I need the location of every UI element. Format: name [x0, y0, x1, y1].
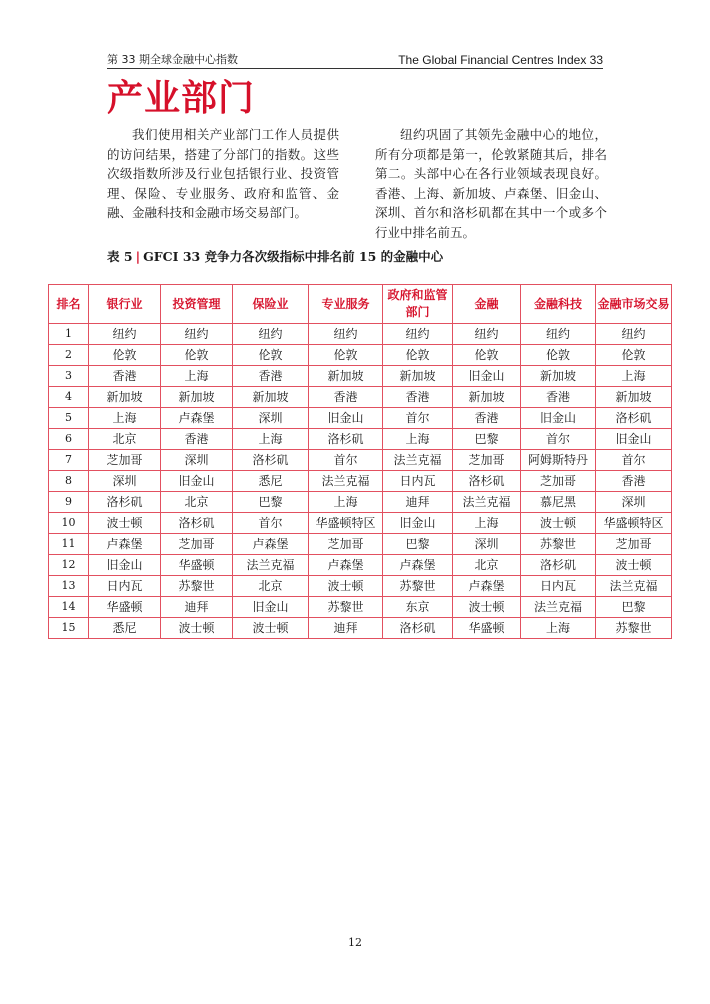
table-body [49, 324, 672, 639]
city-cell: 伦敦 [521, 345, 596, 366]
city-cell: 芝加哥 [596, 534, 672, 555]
city-cell: 北京 [161, 492, 233, 513]
city-cell: 法兰克福 [383, 450, 453, 471]
city-cell: 卢森堡 [309, 555, 383, 576]
city-cell: 悉尼 [89, 618, 161, 639]
city-cell: 上海 [453, 513, 521, 534]
city-cell: 东京 [383, 597, 453, 618]
city-cell: 迪拜 [161, 597, 233, 618]
city-cell: 上海 [383, 429, 453, 450]
table-row [49, 513, 672, 534]
city-cell: 巴黎 [233, 492, 309, 513]
table-caption-label: 表 5 [107, 249, 133, 264]
city-cell: 上海 [233, 429, 309, 450]
city-cell: 北京 [89, 429, 161, 450]
city-cell: 洛杉矶 [453, 471, 521, 492]
city-cell: 深圳 [233, 408, 309, 429]
city-cell: 日内瓦 [89, 576, 161, 597]
header-right-title: The Global Financial Centres Index 33 [398, 53, 603, 67]
city-cell: 法兰克福 [453, 492, 521, 513]
rank-cell: 13 [49, 576, 89, 597]
city-cell: 深圳 [596, 492, 672, 513]
city-cell: 洛杉矶 [309, 429, 383, 450]
city-cell: 阿姆斯特丹 [521, 450, 596, 471]
city-cell: 新加坡 [521, 366, 596, 387]
city-cell: 卢森堡 [161, 408, 233, 429]
city-cell: 首尔 [596, 450, 672, 471]
city-cell: 香港 [521, 387, 596, 408]
table-row [49, 597, 672, 618]
table-row [49, 387, 672, 408]
city-cell: 卢森堡 [233, 534, 309, 555]
city-cell: 深圳 [161, 450, 233, 471]
table-row [49, 492, 672, 513]
city-cell: 洛杉矶 [161, 513, 233, 534]
header-left-title: 第 33 期全球金融中心指数 [107, 53, 238, 66]
rank-cell: 14 [49, 597, 89, 618]
table-caption-text: GFCI 33 竞争力各次级指标中排名前 15 的金融中心 [143, 249, 444, 264]
table-row [49, 408, 672, 429]
city-cell: 新加坡 [309, 366, 383, 387]
city-cell: 伦敦 [233, 345, 309, 366]
city-cell: 新加坡 [596, 387, 672, 408]
city-cell: 洛杉矶 [521, 555, 596, 576]
rank-cell: 15 [49, 618, 89, 639]
city-cell: 苏黎世 [521, 534, 596, 555]
city-cell: 首尔 [309, 450, 383, 471]
city-cell: 日内瓦 [383, 471, 453, 492]
city-cell: 苏黎世 [309, 597, 383, 618]
table-row [49, 618, 672, 639]
city-cell: 香港 [596, 471, 672, 492]
city-cell: 芝加哥 [89, 450, 161, 471]
city-cell: 新加坡 [89, 387, 161, 408]
city-cell: 上海 [521, 618, 596, 639]
city-cell: 洛杉矶 [596, 408, 672, 429]
rank-cell: 1 [49, 324, 89, 345]
city-cell: 旧金山 [161, 471, 233, 492]
city-cell: 芝加哥 [453, 450, 521, 471]
table-row [49, 429, 672, 450]
city-cell: 上海 [309, 492, 383, 513]
city-cell: 香港 [453, 408, 521, 429]
city-cell: 旧金山 [453, 366, 521, 387]
city-cell: 迪拜 [309, 618, 383, 639]
city-cell: 纽约 [596, 324, 672, 345]
column-header: 金融科技 [521, 285, 596, 324]
city-cell: 新加坡 [161, 387, 233, 408]
city-cell: 香港 [89, 366, 161, 387]
rank-cell: 4 [49, 387, 89, 408]
city-cell: 上海 [161, 366, 233, 387]
city-cell: 北京 [453, 555, 521, 576]
column-header: 投资管理 [161, 285, 233, 324]
city-cell: 纽约 [233, 324, 309, 345]
table-row [49, 324, 672, 345]
city-cell: 卢森堡 [89, 534, 161, 555]
page-number: 12 [348, 936, 362, 949]
city-cell: 纽约 [309, 324, 383, 345]
city-cell: 波士顿 [233, 618, 309, 639]
city-cell: 伦敦 [161, 345, 233, 366]
city-cell: 深圳 [453, 534, 521, 555]
city-cell: 悉尼 [233, 471, 309, 492]
city-cell: 华盛顿特区 [596, 513, 672, 534]
city-cell: 伦敦 [89, 345, 161, 366]
city-cell: 深圳 [89, 471, 161, 492]
city-cell: 新加坡 [233, 387, 309, 408]
rank-cell: 10 [49, 513, 89, 534]
city-cell: 香港 [233, 366, 309, 387]
city-cell: 苏黎世 [596, 618, 672, 639]
rank-cell: 7 [49, 450, 89, 471]
city-cell: 波士顿 [309, 576, 383, 597]
city-cell: 波士顿 [521, 513, 596, 534]
city-cell: 巴黎 [453, 429, 521, 450]
city-cell: 洛杉矶 [383, 618, 453, 639]
city-cell: 巴黎 [596, 597, 672, 618]
city-cell: 首尔 [233, 513, 309, 534]
table-caption-separator: | [135, 249, 141, 264]
city-cell: 波士顿 [89, 513, 161, 534]
city-cell: 华盛顿 [89, 597, 161, 618]
city-cell: 波士顿 [596, 555, 672, 576]
city-cell: 纽约 [89, 324, 161, 345]
city-cell: 法兰克福 [309, 471, 383, 492]
city-cell: 卢森堡 [453, 576, 521, 597]
column-header: 金融 [453, 285, 521, 324]
body-paragraph-left: 我们使用相关产业部门工作人员提供的访问结果，搭建了分部门的指数。这些次级指数所涉及行业包括银行业、投资管理、保险、专业服务、政府和监管、金融、金融科技和金融市场交易部门。 [107, 127, 339, 220]
ranking-table [48, 284, 672, 639]
city-cell: 华盛顿 [161, 555, 233, 576]
city-cell: 法兰克福 [521, 597, 596, 618]
table-header-row [49, 285, 672, 324]
city-cell: 芝加哥 [309, 534, 383, 555]
city-cell: 旧金山 [383, 513, 453, 534]
city-cell: 旧金山 [233, 597, 309, 618]
city-cell: 洛杉矶 [89, 492, 161, 513]
column-header: 专业服务 [309, 285, 383, 324]
city-cell: 日内瓦 [521, 576, 596, 597]
table-row [49, 576, 672, 597]
table-row [49, 366, 672, 387]
city-cell: 芝加哥 [521, 471, 596, 492]
column-header: 保险业 [233, 285, 309, 324]
city-cell: 慕尼黑 [521, 492, 596, 513]
city-cell: 首尔 [383, 408, 453, 429]
column-header: 金融市场交易 [596, 285, 672, 324]
city-cell: 苏黎世 [383, 576, 453, 597]
body-paragraph-right: 纽约巩固了其领先金融中心的地位，所有分项都是第一，伦敦紧随其后，排名第二。头部中心在各行业领域表现良好。香港、上海、新加坡、卢森堡、旧金山、深圳、首尔和洛杉矶都在其中一个或多个行业中排名前五。 [375, 127, 607, 240]
city-cell: 洛杉矶 [233, 450, 309, 471]
column-header: 政府和监管部门 [383, 285, 453, 324]
city-cell: 法兰克福 [596, 576, 672, 597]
city-cell: 伦敦 [309, 345, 383, 366]
city-cell: 旧金山 [521, 408, 596, 429]
rank-cell: 3 [49, 366, 89, 387]
city-cell: 卢森堡 [383, 555, 453, 576]
city-cell: 纽约 [383, 324, 453, 345]
city-cell: 华盛顿特区 [309, 513, 383, 534]
city-cell: 香港 [161, 429, 233, 450]
city-cell: 旧金山 [89, 555, 161, 576]
rank-cell: 2 [49, 345, 89, 366]
city-cell: 法兰克福 [233, 555, 309, 576]
section-title: 产业部门 [107, 77, 256, 119]
running-header [107, 52, 603, 69]
city-cell: 上海 [596, 366, 672, 387]
city-cell: 旧金山 [596, 429, 672, 450]
city-cell: 苏黎世 [161, 576, 233, 597]
table-row [49, 450, 672, 471]
city-cell: 新加坡 [383, 366, 453, 387]
city-cell: 香港 [309, 387, 383, 408]
rank-cell: 12 [49, 555, 89, 576]
table-caption [107, 247, 443, 265]
rank-cell: 11 [49, 534, 89, 555]
rank-cell: 6 [49, 429, 89, 450]
city-cell: 新加坡 [453, 387, 521, 408]
city-cell: 纽约 [161, 324, 233, 345]
city-cell: 芝加哥 [161, 534, 233, 555]
table-row [49, 534, 672, 555]
city-cell: 伦敦 [596, 345, 672, 366]
city-cell: 伦敦 [453, 345, 521, 366]
city-cell: 华盛顿 [453, 618, 521, 639]
table-row [49, 471, 672, 492]
city-cell: 首尔 [521, 429, 596, 450]
city-cell: 旧金山 [309, 408, 383, 429]
city-cell: 纽约 [453, 324, 521, 345]
table-row [49, 555, 672, 576]
city-cell: 上海 [89, 408, 161, 429]
city-cell: 伦敦 [383, 345, 453, 366]
city-cell: 波士顿 [161, 618, 233, 639]
table-row [49, 345, 672, 366]
city-cell: 迪拜 [383, 492, 453, 513]
city-cell: 北京 [233, 576, 309, 597]
column-header: 银行业 [89, 285, 161, 324]
rank-cell: 5 [49, 408, 89, 429]
column-header: 排名 [49, 285, 89, 324]
city-cell: 纽约 [521, 324, 596, 345]
city-cell: 香港 [383, 387, 453, 408]
city-cell: 巴黎 [383, 534, 453, 555]
rank-cell: 9 [49, 492, 89, 513]
rank-cell: 8 [49, 471, 89, 492]
city-cell: 波士顿 [453, 597, 521, 618]
